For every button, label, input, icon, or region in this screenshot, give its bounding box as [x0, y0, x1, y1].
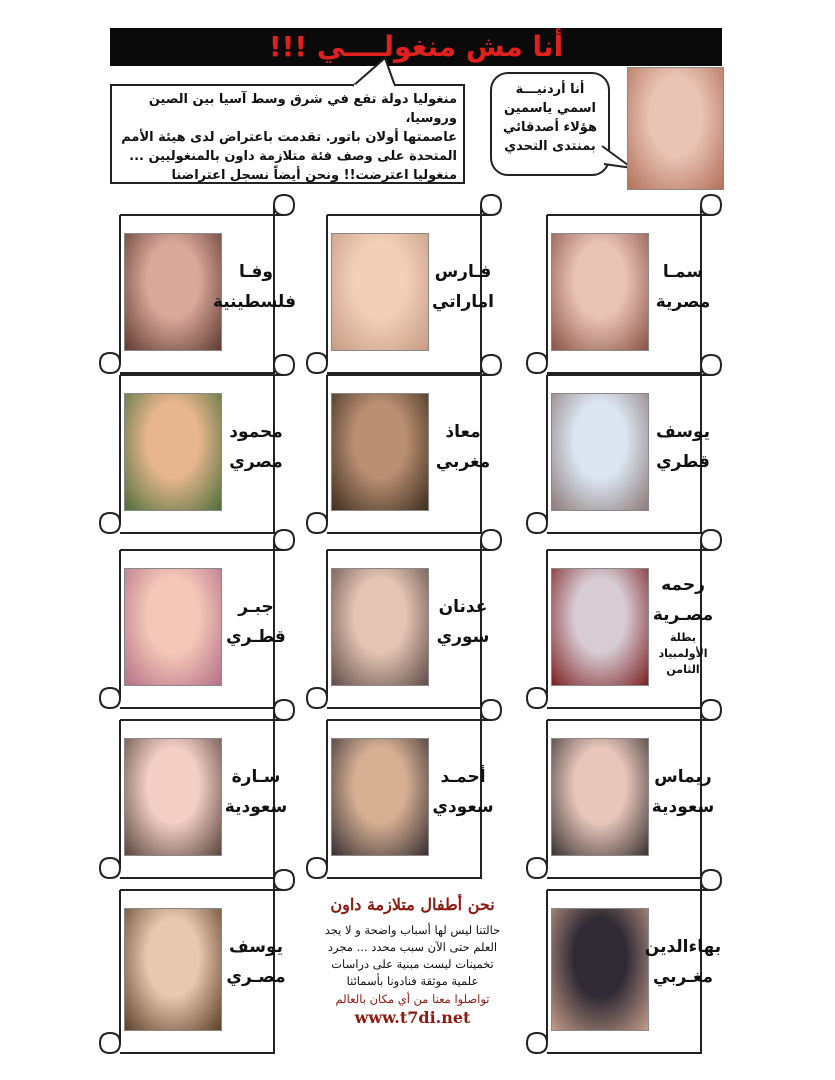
info-line: علمية موثقة فنادونا بأسمائنا: [346, 974, 479, 988]
child-card: [305, 700, 503, 880]
narrator-line: أنا أردنيـــة: [515, 82, 585, 97]
child-photo: [331, 393, 429, 511]
child-name-block: [216, 417, 296, 477]
child-name-block: [423, 592, 503, 652]
child-origin: مصري: [229, 452, 283, 472]
child-photo: [124, 568, 222, 686]
child-name: بهاءالدين: [644, 937, 722, 957]
child-name: رحمه: [661, 575, 705, 595]
child-name: يوسف: [228, 937, 283, 957]
child-card: [305, 355, 503, 535]
child-photo: [551, 393, 649, 511]
page-title: أنا مش منغولــــي !!!: [268, 30, 564, 63]
child-origin: مصرية: [655, 292, 711, 312]
child-photo: [551, 568, 649, 686]
child-photo: [124, 393, 222, 511]
child-achievement: بطلة: [669, 631, 696, 644]
child-card: [525, 700, 723, 880]
intro-bubble: [110, 84, 465, 184]
child-achievement: الثامن: [666, 663, 700, 676]
info-title: نحن أطفال متلازمة داون: [330, 895, 495, 914]
narrator-photo: [627, 67, 724, 190]
child-name-block: [423, 417, 503, 477]
child-name-block: [643, 762, 723, 822]
child-name-block: [423, 257, 503, 317]
child-origin: فلسطينية: [212, 292, 296, 312]
child-origin: مغربي: [435, 452, 491, 472]
child-name: سمـا: [662, 262, 704, 282]
child-card: [98, 700, 296, 880]
child-photo: [551, 738, 649, 856]
child-origin: مصـري: [226, 967, 286, 987]
child-card: [98, 870, 296, 1055]
header-banner: [110, 28, 722, 66]
child-card: [98, 195, 296, 375]
child-name: فـارس: [434, 262, 492, 282]
child-origin: سوري: [436, 627, 490, 647]
narrator-line: بمنتدى التحدي: [504, 139, 596, 154]
narrator-line: هؤلاء أصدقائي: [503, 120, 597, 135]
child-name: وفـا: [239, 262, 273, 282]
child-photo: [331, 738, 429, 856]
child-origin: سعودية: [224, 797, 288, 817]
child-photo: [551, 908, 649, 1031]
info-body: [300, 922, 525, 990]
narrator-line: اسمي ياسمين: [504, 101, 596, 116]
child-name: معاذ: [445, 422, 481, 442]
child-card: [98, 355, 296, 535]
child-name: يوسف: [655, 422, 710, 442]
child-name: جبـر: [238, 597, 274, 617]
info-line: حالتنا ليس لها أسباب واضحة و لا يجد: [324, 923, 501, 937]
child-card: [525, 195, 723, 375]
intro-line: منغوليا دولة تقع في شرق وسط آسيا بين الصين وروسيا،: [148, 92, 457, 126]
intro-line: عاصمتها أولان باتور. تقدمت باعتراض لدى هيئة الأمم: [121, 130, 457, 145]
child-card: [525, 870, 723, 1055]
child-achievement: الأولمبياد: [658, 647, 708, 660]
child-photo: [331, 568, 429, 686]
info-block: [300, 895, 525, 1027]
child-card: [525, 355, 723, 535]
narrator-bubble: [490, 72, 610, 176]
child-origin: مغـربي: [652, 967, 714, 987]
child-origin: قطري: [656, 452, 710, 472]
child-name-block: [212, 257, 296, 317]
child-origin: اماراتي: [432, 292, 494, 312]
child-name-block: [643, 570, 723, 678]
child-name-block: [216, 932, 296, 992]
child-photo: [124, 738, 222, 856]
child-name: سـارة: [231, 767, 281, 787]
child-name: محمود: [229, 422, 283, 442]
child-name-block: [643, 257, 723, 317]
child-name: عدنان: [438, 597, 488, 617]
child-photo: [331, 233, 429, 351]
child-origin: مصـرية: [652, 605, 714, 625]
child-photo: [551, 233, 649, 351]
child-name-block: [643, 417, 723, 477]
info-line: العلم حتى الآن سبب محدد ... مجرد: [327, 940, 498, 954]
info-contact: تواصلوا معنا من أي مكان بالعالم: [335, 992, 490, 1006]
child-name-block: [643, 932, 723, 992]
intro-line: منغوليا اعترضت!! ونحن أيضاً نسجل اعتراضنا: [171, 168, 457, 183]
child-name-block: [423, 762, 503, 822]
child-name: أحمـد: [440, 767, 486, 787]
child-name-block: [216, 762, 296, 822]
child-card: [305, 195, 503, 375]
intro-line: المتحدة على وصف فئة متلازمة داون بالمنغوليين ...: [129, 149, 457, 164]
child-origin: سعودية: [651, 797, 715, 817]
child-origin: سعودي: [432, 797, 494, 817]
info-line: تخمينات ليست مبنية على دراسات: [331, 957, 494, 971]
child-photo: [124, 233, 222, 351]
intro-bubble-tail: [345, 56, 405, 88]
child-origin: قطـري: [226, 627, 286, 647]
child-card: [305, 530, 503, 710]
child-name-block: [216, 592, 296, 652]
child-card: [98, 530, 296, 710]
website-link[interactable]: www.t7di.net: [354, 1008, 471, 1027]
child-name: ريماس: [654, 767, 712, 787]
child-photo: [124, 908, 222, 1031]
child-card: [525, 530, 723, 710]
